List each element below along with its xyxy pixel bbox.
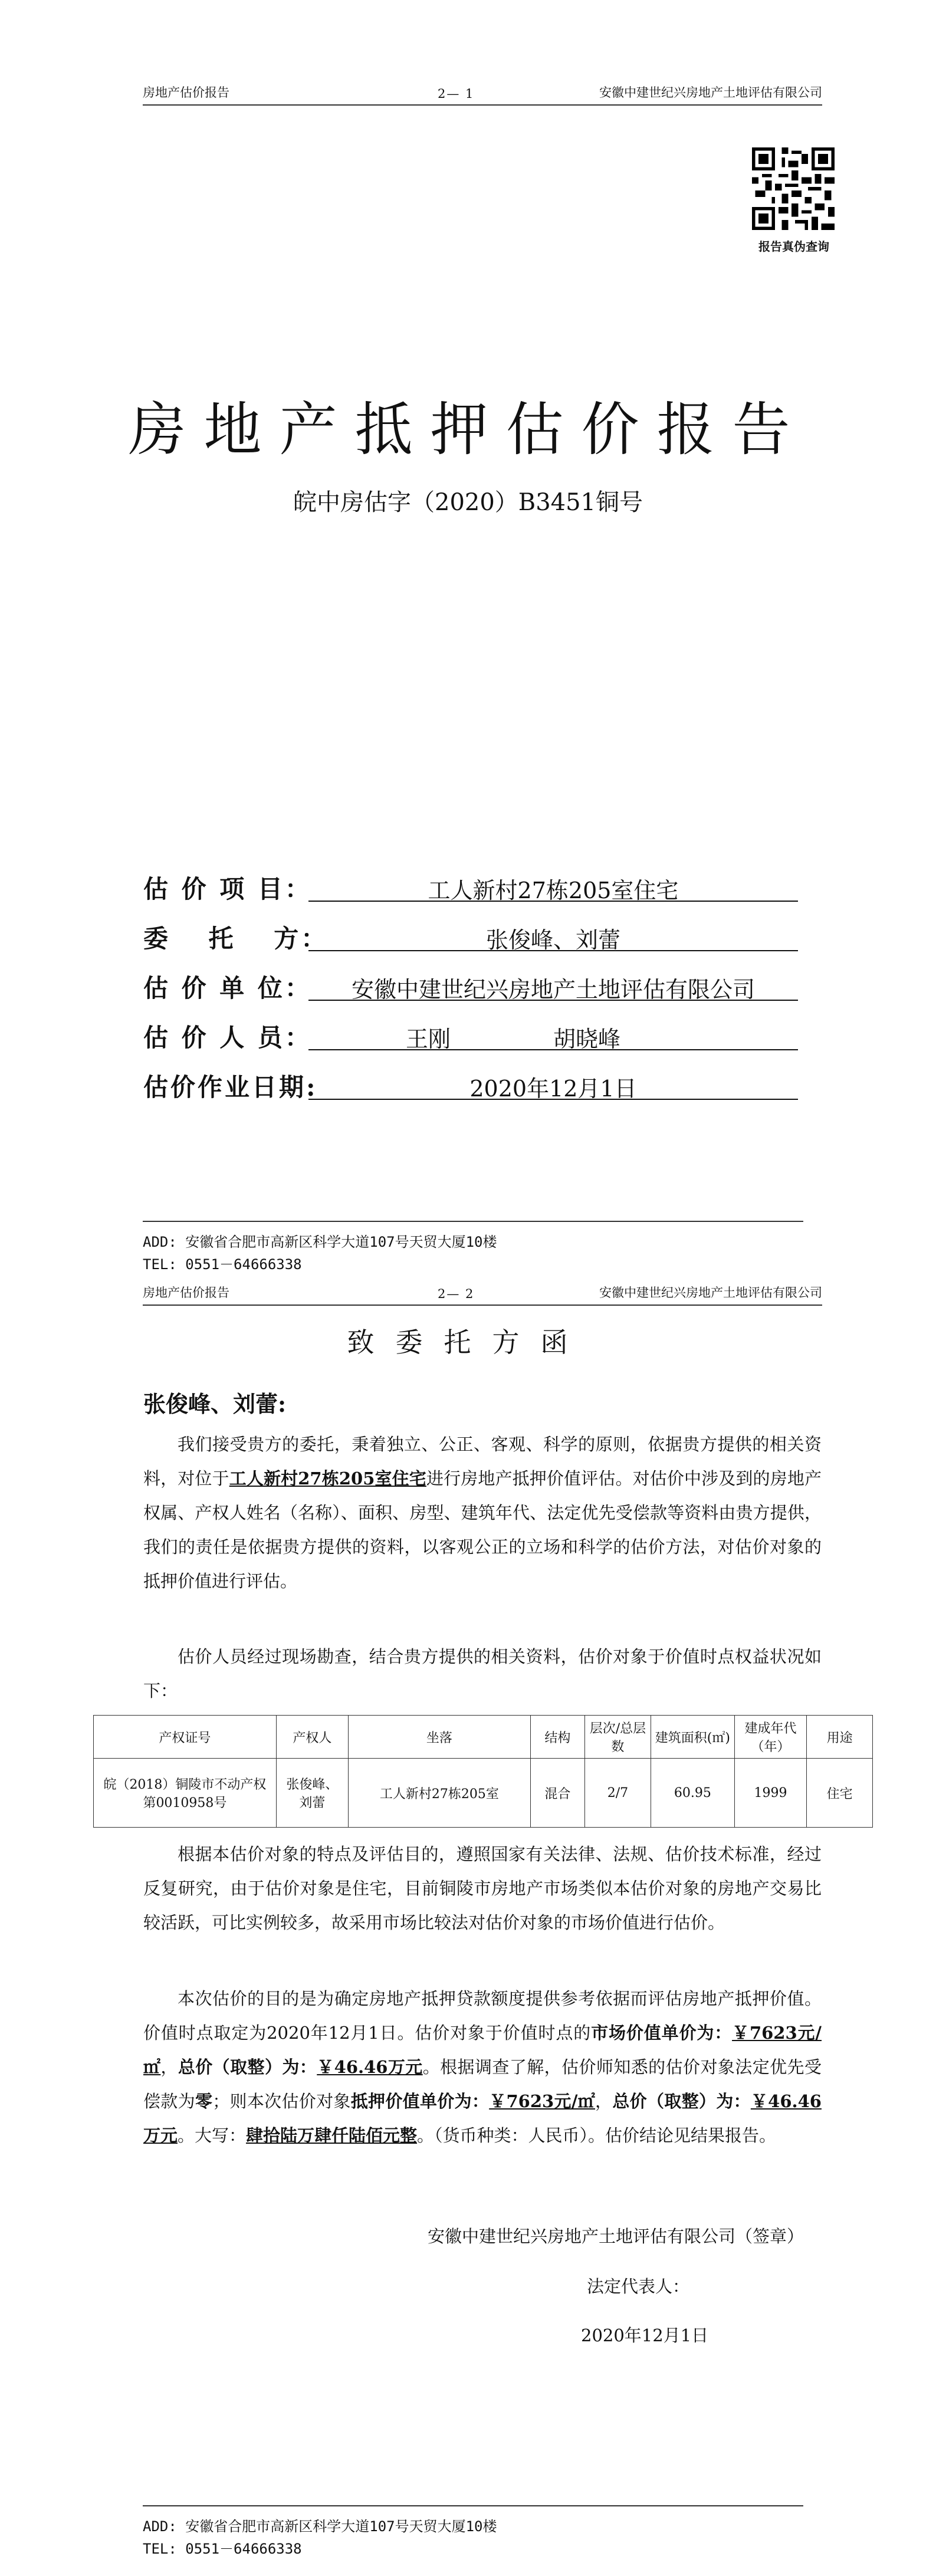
rights-table [93,1715,873,1828]
footer-address: ADD: 安徽省合肥市高新区科学大道107号天贸大厦10楼 [143,2518,497,2535]
paragraph-3: 根据本估价对象的特点及评估目的，遵照国家有关法律、法规、估价技术标准，经过反复研究，由于估价对象是住宅，目前铜陵市房地产市场类似本估价对象的房地产交易比较活跃，可比实例较多，故采用市场比较法对估价对象的市场价值进行估价。 [143,1844,822,1933]
header-left: 房地产估价报告 [143,86,229,100]
field-value: 安徽中建世纪兴房地产土地评估有限公司 [351,977,755,1003]
field-value: 张俊峰、刘蕾 [485,927,620,953]
appraiser-2: 胡晓峰 [553,1026,621,1052]
paragraph-4: 本次估价的目的是为确定房地产抵押贷款额度提供参考依据而评估房地产抵押价值。价值时点取定为2020年12月1日。估价对象于价值时点的市场价值单价为：￥7623元/㎡，总价（取整）为：￥46.46万元。根据调查了解，估价师知悉的估价对象法定优先受偿款为零；则本次估价对象抵押价值单价为：￥7623元/㎡，总价（取整）为：￥46.46万元。大写：肆拾陆万肆仟陆佰元整。（货币种类：人民币）。估价结论见结果报告。 [143,1989,822,2145]
table-row: 皖（2018）铜陵市不动产权第0010958号 张俊峰、刘蕾 工人新村27栋205室 混合 2/7 60.95 1999 住宅 [94,1759,873,1828]
header-page-number: 2— 2 [438,1287,475,1301]
page-header [143,86,822,106]
salutation: 张俊峰、刘蕾: [143,1391,287,1417]
table-header-row: 产权证号 产权人 坐落 结构 层次/总层数 建筑面积(㎡) 建成年代（年） 用途 [94,1716,873,1759]
signature-date: 2020年12月1日 [581,2325,709,2345]
field-value: 2020年12月1日 [469,1076,637,1102]
header-right: 安徽中建世纪兴房地产土地评估有限公司 [599,86,822,100]
cover-page [0,0,936,1286]
qr-label: 报告真伪查询 [758,239,829,254]
footer-divider [143,2505,803,2506]
report-title: 房地产抵押估价报告 [128,396,808,464]
field-value: 工人新村27栋205室住宅 [428,878,679,903]
field-label: 委 托 方： [143,924,329,953]
header-right: 安徽中建世纪兴房地产土地评估有限公司 [599,1286,822,1300]
appraiser-1: 王刚 [406,1026,451,1052]
signature-representative: 法定代表人： [587,2276,690,2296]
header-left: 房地产估价报告 [143,1286,229,1300]
paragraph-2: 估价人员经过现场勘查，结合贵方提供的相关资料，估价对象于价值时点权益状况如下： [143,1647,822,1701]
field-label: 估 价 单 位： [143,974,312,1003]
footer-tel: TEL: 0551－64666338 [143,2541,302,2557]
paragraph-1: 我们接受贵方的委托，秉着独立、公正、客观、科学的原则，依据贵方提供的相关资料，对位于工人新村27栋205室住宅进行房地产抵押价值评估。对估价中涉及到的房地产权属、产权人姓名（名称）、面积、房型、建筑年代、法定优先受偿款等资料由贵方提供，我们的责任是依据贵方提供的资料，以客观公正的立场和科学的估价方法，对估价对象的抵押价值进行评估。 [143,1434,822,1591]
document-number: 皖中房估字（2020）B3451铜号 [293,489,643,516]
letter-page [0,1286,936,2576]
footer-divider [143,1221,803,1222]
header-page-number: 2— 1 [438,87,475,101]
footer-address: ADD: 安徽省合肥市高新区科学大道107号天贸大厦10楼 [143,1234,497,1250]
page-header [143,1286,822,1306]
qr-code-icon[interactable] [752,147,835,230]
footer-tel: TEL: 0551－64666338 [143,1256,302,1273]
signature-company: 安徽中建世纪兴房地产土地评估有限公司（签章） [428,2226,804,2246]
field-label: 估 价 人 员： [143,1023,312,1052]
letter-title: 致委托方函 [347,1326,589,1358]
field-label: 估价作业日期: [143,1073,318,1102]
field-label: 估 价 项 目： [143,875,312,903]
